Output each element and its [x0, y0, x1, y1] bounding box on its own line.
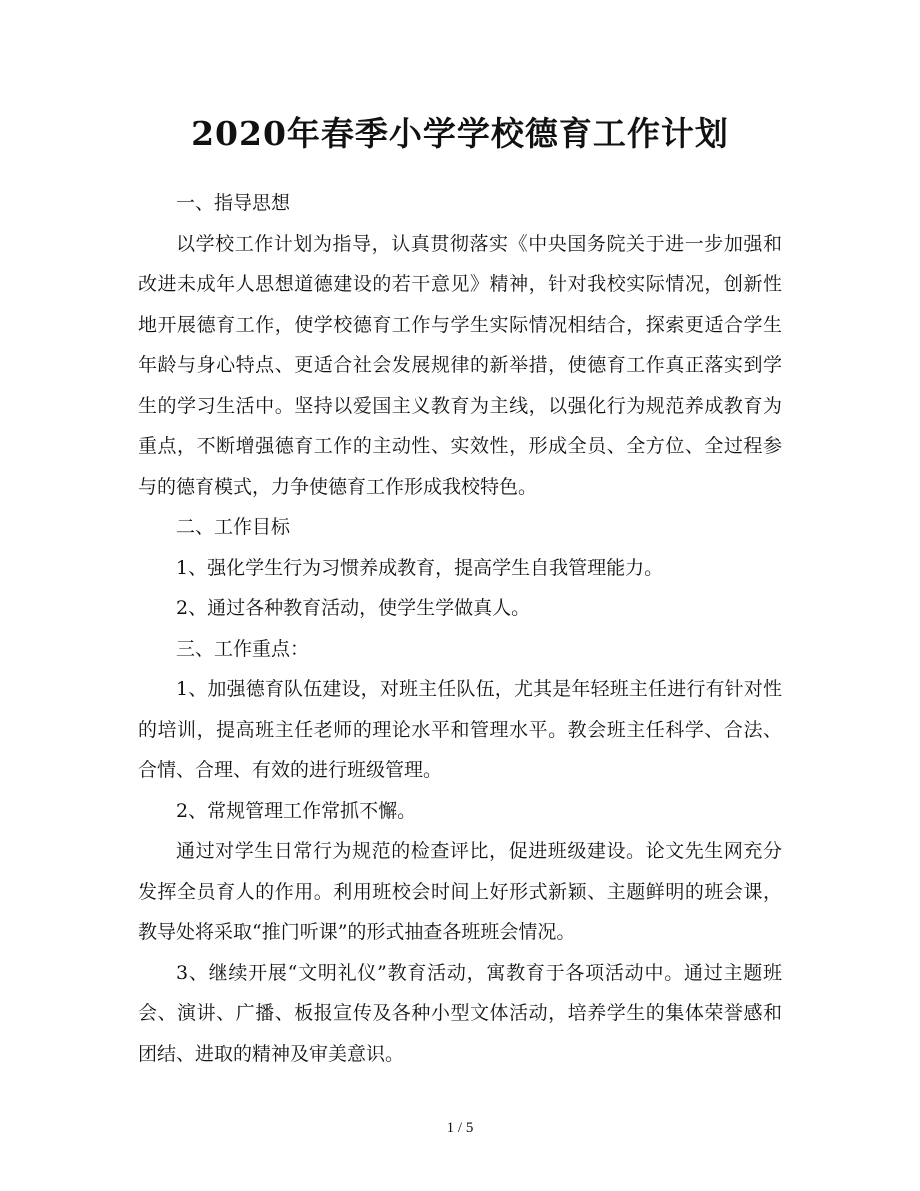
document-title: 2020年春季小学学校德育工作计划	[191, 114, 729, 153]
page-number: 1 / 5	[446, 1120, 474, 1136]
paragraph-focus-1: 1、加强德育队伍建设，对班主任队伍，尤其是年轻班主任进行有针对性的培训，提高班主任老师的理论水平和管理水平。教会班主任科学、合法、合情、合理、有效的进行班级管理。	[138, 678, 782, 781]
paragraph-guiding-ideology: 以学校工作计划为指导，认真贯彻落实《中央国务院关于进一步加强和改进未成年人思想道德建设的若干意见》精神，针对我校实际情况，创新性地开展德育工作，使学校德育工作与学生实际情况相结合，探索更适合学生年龄与身心特点、更适合社会发展规律的新举措，使德育工作真正落实到学生的学习生活中。坚持以爱国主义教育为主线，以强化行为规范养成教育为重点，不断增强德育工作的主动性、实效性，形成全员、全方位、全过程参与的德育模式，力争使德育工作形成我校特色。	[138, 232, 782, 498]
section-heading-guiding-ideology: 一、指导思想	[176, 192, 291, 214]
section-heading-work-goals: 二、工作目标	[176, 516, 291, 538]
section-heading-work-focus: 三、工作重点：	[176, 637, 310, 660]
paragraph-goal-2: 2、通过各种教育活动，使学生学做真人。	[176, 597, 531, 619]
document-body	[138, 183, 782, 1074]
paragraph-focus-2: 2、常规管理工作常抓不懈。	[176, 799, 417, 822]
paragraph-goal-1: 1、强化学生行为习惯养成教育，提高学生自我管理能力。	[176, 556, 664, 579]
paragraph-focus-2-detail: 通过对学生日常行为规范的检查评比，促进班级建设。论文先生网充分发挥全员育人的作用。利用班校会时间上好形式新颖、主题鲜明的班会课，教导处将采取“推门听课”的形式抽查各班班会情况。	[138, 840, 782, 943]
paragraph-focus-3: 3、继续开展“文明礼仪”教育活动，寓教育于各项活动中。通过主题班会、演讲、广播、板报宣传及各种小型文体活动，培养学生的集体荣誉感和团结、进取的精神及审美意识。	[138, 961, 782, 1065]
